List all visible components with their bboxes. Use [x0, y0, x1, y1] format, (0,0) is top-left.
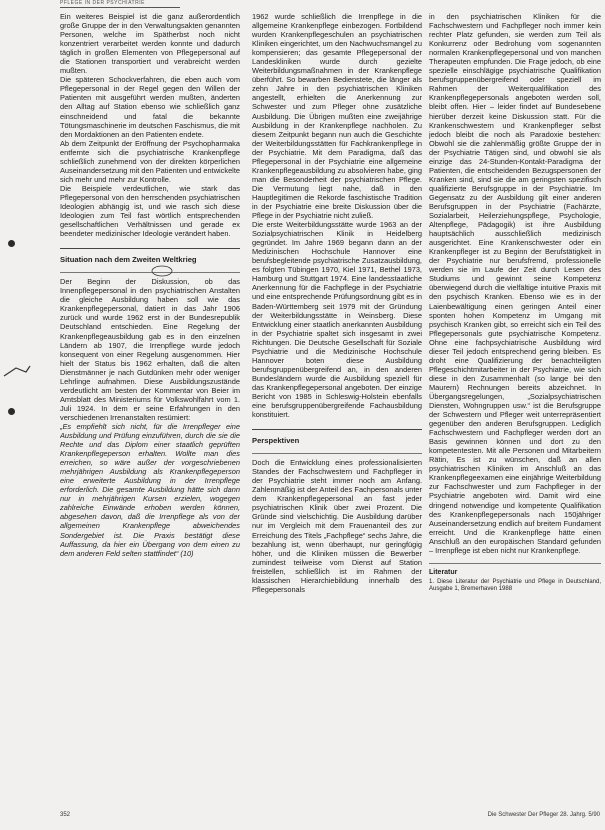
divider [429, 563, 601, 564]
block-quote: „Es empfiehlt sich nicht, für die Irrenpfleger eine Ausbildung und Prüfung einzuführen, durch die sie die Rechte und das Diplom einer staatlich geprüften Krankenpflegeperson erhalten. Wollte man dies erreichen, so wäre außer der vorgeschriebenen mehrjährigen Ausbildung als Krankenpflegeperson eine erweiterte Ausbildung in der Irrenpflege erforderlich. Die gesamte Ausbildung hätte sich dann nur in mehrjährigen Kursen erzielen, wogegen zahlreiche Einwände erhoben werden können, abgesehen davon, daß die Irrenpflege als von der allgemeinen Krankenpflege abweichendes Sondergebiet ist. Die Praxis bestätigt diese Auffassung, da hier ein Übergang von dem einen zu dem anderen Feld selten stattfindet“ (10) [60, 421, 240, 558]
page-number: 352 [60, 812, 71, 818]
paragraph: Ein weiteres Beispiel ist die ganz außerordentlich große Gruppe der in den Verwaltungsakten genannten Personen, welche im Spätherbst noch nicht konzentriert verarbeitet werden konnte und dadurch täglich in großen Elementen von Pflegepersonal auf die Stationen transportiert und verabreicht werden mußten. [60, 12, 240, 76]
pen-mark-icon [2, 362, 32, 382]
section-heading: Situation nach dem Zweiten Weltkrieg [60, 248, 240, 264]
paragraph: Die Beispiele verdeutlichen, wie stark das Pflegepersonal von den herrschenden psychiatrischen Ideologien abhängig ist, und wie rasch sich diese Ideologien zum Teil fast wörtlich entsprechenden gesellschaftlichen Verhältnissen und gerade ex beendeter medizinischer Ideologie verändert haben. [60, 183, 240, 239]
paragraph: in den psychiatrischen Kliniken für die Fachschwestern und Fachpfleger noch immer kein rechter Platz gefunden, sie werden zum Teil als Konkurrenz oder Bedrohung vom sogenannten normalen Krankenpflegepersonal und von manchen Therapeuten empfunden. Die Frage jedoch, ob eine spezielle einschlägige psychiatrische Qualifikation berufsgruppenübergreifend oder speziell im Rahmen der Weiterqualifikation des Krankenpflegepersonals angeboten werden soll, bleibt offen. Hier – leider findet auf Bundesebene hierüber derzeit keine Diskussion statt. Für die Krankenschwestern und Krankenpfleger selbst jedoch bleibt die noch als Paradoxie bestehen: Obwohl sie die zahlenmäßig größte Gruppe der in der Psychiatrie Tätigen sind, und obwohl sie als einzige das 24-Stunden-Kontakt-Paradigma der Patienten, die entscheidenden Bezugspersonen der Kranken sind, sind sie die am geringsten spezifisch qualifizierte Berufsgruppe in der Psychiatrie. Im Gegensatz zu der Ausbildung gilt einer anderen Berufsgruppen in der Psychiatrie (Fachärzte, Sozialarbeit, Heilerziehungspflege, Psychologie, Altenpflege, Pädagogik) ist ihre Ausbildung hauptsächlich ausschließlich medizinisch ausgerichtet. Eine Krankenschwester oder ein Krankenpfleger ist zu Beginn der Berufstätigkeit in der Psychiatrie nur berufsfremd, professionelle werden sie im Laufe der Zeit durch Lesen des Studiums und gewinnt seine Kompetenz überwiegend durch die vielfältige intuitive Praxis mit den psychisch Kranken. Ebenso wie es in der Laienbewältigung einen geringen Anteil einer sponten hohen Kompetenz im Umgang mit psychisch Kranken gibt, so erreicht sich ein Teil des Pflegepersonals gute psychiatrische Kompetenz. Ohne eine fachpsychiatrische Ausbildung wird dieser Teil jedoch entsprechend gering bleiben. Es droht eine Qualifizierung der benachteiligten Pflegeschichtmitarbeiter in der Psychiatrie, wie sich diese in den Zusammenhalt (so lange bei den Maurern) Rechnungen bereits abzeichnet. In Übergangsregelungen, „Sozialpsychiatrischen Diensten, Wohngruppen usw.“ ist die Berufsgruppe der Schwestern und Pfleger weit unterrepräsentiert gegenüber den anderen Berufsgruppen. Lediglich Fachschwestern und Fachpfleger werden dort an Basis gewinnen können und dort zu den kompetentesten. Mit alle Personen und Mitarbeitern Rätin, Es ist zu wünschen, daß an allen psychiatrischen Kliniken im Anschluß an das Krankenpflegeexamen eine einjährige Weiterbildung zur Fachschwester und zum Fachpfleger in der Psychiatrie angeboten wird. Damit wird eine dringend notwendige und kompetente Qualifikation des Krankenpflegepersonals nach 150jähriger Auseinandersetzung endlich auf breitem Fundament erreicht. Und die Krankenpflege hätte einen Anschluß an den europäischen Standard gefunden – Irrenpflege ist eben nicht nur Krankenpflege. [429, 12, 601, 555]
punch-hole-mark [8, 408, 15, 415]
text-column-2 [252, 12, 422, 812]
paragraph: Der Beginn der Diskussion, ob das Innenpflegepersonal in den psychiatrischen Anstalten die gleiche Ausbildung haben soll wie das Krankenpflegepersonal, datiert in das Jahr 1906 zurück und wurde 1962 erst in der Bundesrepublik Deutschland entschieden. Eine Regelung der Krankenpflegeausbildung gab es in den einzelnen Ländern ab 1907, die Irrenpflege wurde jedoch konsequent von einer Regelung ausgenommen. Hier hielt der Status bis 1962 erhalten, daß die alten Dienstmänner je nach Gutdünken mehr oder weniger Lehrlinge aufnahmen. Diese Ausbildungszustände verdeutlicht am besten der Kommentar von Beier im Amtsblatt des Ministeriums für Volkswohlfahrt vom 1. Juli 1924. In dem er seine Erfahrungen in den verschiedenen Irrenanstalten resümiert: [60, 277, 240, 422]
punch-hole-mark [8, 240, 15, 247]
text-column-1 [60, 12, 240, 812]
paragraph: Die erste Weiterbildungsstätte wurde 1963 an der Sozialpsychiatrischen Klinik in Heidelberg gegründet. Im Jahre 1969 begann dann an der Medizinischen Hochschule Hannover eine berufsbegleitende psychiatrische Zusatzausbildung, es folgten Tübingen 1970, Kiel 1971, Bethel 1973, Hamburg und Stuttgart 1974. Eine landesstaatliche Anerkennung für die Fachpflege in der Psychiatrie und eine entsprechende Prüfungsordnung gibt es in Baden-Württemberg seit 1979 mit der Gründung der Weiterbildungsstätte in Weinsberg. Diese Entwicklung einer staatlich anerkannten Ausbildung in der Psychiatrie spaltet sich insgesamt in zwei Richtungen. Die Deutsche Gesellschaft für Soziale Psychiatrie und die Medizinische Hochschule Hannover boten diese Ausbildung berufsgruppenübergreifend an, in den anderen Bundesländern wurde die Ausbildung speziell für das Krankenpflegepersonal angeboten. Der einzige Bericht von 1985 in Schleswig-Holstein ebenfalls eine berufsgruppenübergreifende Fachausbildung konstituiert. [252, 220, 422, 420]
paragraph: Ab dem Zeitpunkt der Eröffnung der Psychopharmaka entfernte sich die psychiatrische Krankenpflege schließlich zunehmend von der direkten körperlichen Auseinandersetzung mit den Patienten und entwickelte sich mehr und mehr zur Kontrolle. [60, 138, 240, 184]
paragraph: Doch die Entwicklung eines professionalisierten Standes der Fachschwestern und Fachpfleger in der Psychiatrie steht immer noch am Anfang. Zahlenmäßig ist der Anteil des Fachpersonals unter dem Krankenpflegepersonal an fast jeder psychiatrischen Klinik über zwei Prozent. Die Gründe sind vielschichtig. Die Ausbildung darüber nur im Vergleich mit dem Frauenanteil des zur Erreichung des Titels „Fachpflege“ sechs Jahre, die bezahlung ist, wenn überhaupt, nur geringfügig höher, und die Kliniken müssen die Bewerber zumindest teilweise vom Dienst auf Station freistellen, schließlich ist im Rahmen der klassischen Hierarchiebildung innerhalb des Pflegepersonals [252, 458, 422, 594]
reference-item: 1. Diese Literatur der Psychiatrie und Pflege in Deutschland, Ausgabe 1, Bremerhaven 1988 [429, 578, 601, 592]
journal-footer: Die Schwester Der Pfleger 28. Jahrg. 5/90 [487, 812, 600, 818]
running-title: PFLEGE IN DER PSYCHIATRIE [60, 0, 180, 8]
divider [252, 453, 422, 454]
text-column-3 [429, 12, 601, 812]
paragraph: Die späteren Schockverfahren, die eben auch vom Pflegepersonal in der Regel gegen den Willen der Patienten mit ausgeführt werden mußten, änderten den Alltag auf Station ebenso wie schließlich ganz einschneidend und fatal die bekannte Tötungsmaschinerie im deutschen Faschismus, die mit den Mordaktionen an den Patienten endete. [60, 75, 240, 139]
paragraph: 1962 wurde schließlich die Irrenpflege in die allgemeine Krankenpflege einbezogen. Fortbildend wurden Krankenpflegeschulen an psychiatrischen Kliniken eingerichtet, um den Nachwuchsmangel zu kompensieren; das gesamte Pflegepersonal der Landeskliniken wurde durch gezielte Weiterbildungsmaßnahmen in der Krankenpflege überführt. So bewarben Bedienstete, die länger als zehn Jahre in den psychiatrischen Kliniken angestellt, erhielten die Anerkennung zur Schwester und zum Pfleger ohne zusätzliche Ausbildung. Die Übrigen mußten eine zweijährige Ausbildung in der Krankenpflege nachholen. Zu diesem Zeitpunkt begann nun auch die Geschichte der Weiterbildungsstätten für Fachkrankenpflege in der Psychiatrie. Mit dem Paradigma, daß das Pflegepersonal in der Psychiatrie eine allgemeine Krankenpflegeausbildung zu absolvieren habe, ging man die Besonderheit der psychiatrischen Pflege. Die Vermutung liegt nahe, daß in den Hauptlegitimen die Rekorde faschistische Tradition in der Psychiatrie eine breite Diskussion über die Pflege in der Psychiatrie nicht zuließ. [252, 12, 422, 221]
references-heading: Literatur [429, 568, 458, 576]
pen-circle-icon [150, 264, 174, 278]
section-heading: Perspektiven [252, 429, 422, 445]
